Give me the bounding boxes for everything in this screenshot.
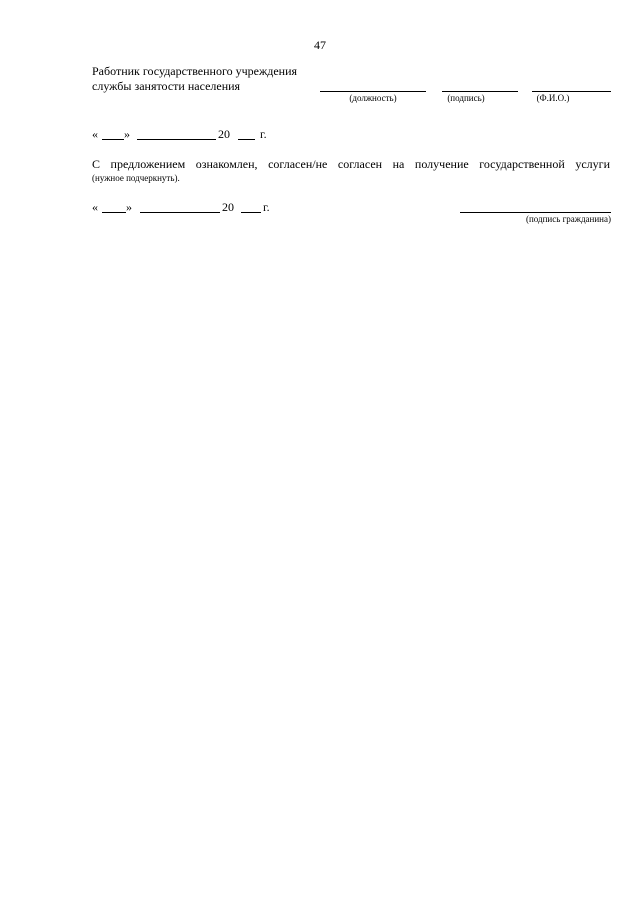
- date2-month-line: [140, 212, 220, 213]
- date2-day-line: [102, 212, 126, 213]
- position-caption: (должность): [349, 93, 397, 103]
- citizen-signature-line: [460, 212, 611, 213]
- date1-year-line: [238, 139, 255, 140]
- employee-title-line-2: службы занятости населения: [92, 79, 241, 93]
- date1-close-quote: »: [124, 127, 130, 141]
- employee-title-line-1: Работник государственного учреждения: [92, 64, 298, 78]
- date1-day-line: [102, 139, 124, 140]
- date2-year-prefix: 20: [222, 200, 234, 214]
- date1-year-suffix: г.: [260, 127, 267, 141]
- date1-month-line: [137, 139, 216, 140]
- signature-caption: (подпись): [447, 93, 485, 103]
- date1-open-quote: «: [92, 127, 98, 141]
- date2-year-suffix: г.: [263, 200, 270, 214]
- date2-year-line: [241, 212, 261, 213]
- agreement-text: С предложением ознакомлен, согласен/не согласен на получение государственной услуги: [92, 157, 610, 171]
- date1-year-prefix: 20: [218, 127, 230, 141]
- agreement-note: (нужное подчеркнуть).: [92, 173, 180, 183]
- signature-line: [442, 91, 518, 92]
- date2-open-quote: «: [92, 200, 98, 214]
- position-signature-line: [320, 91, 426, 92]
- date2-close-quote: »: [126, 200, 132, 214]
- full-name-line: [532, 91, 611, 92]
- page-number: 47: [314, 38, 326, 52]
- full-name-caption: (Ф.И.О.): [536, 93, 570, 103]
- citizen-signature-caption: (подпись гражданина): [525, 214, 611, 224]
